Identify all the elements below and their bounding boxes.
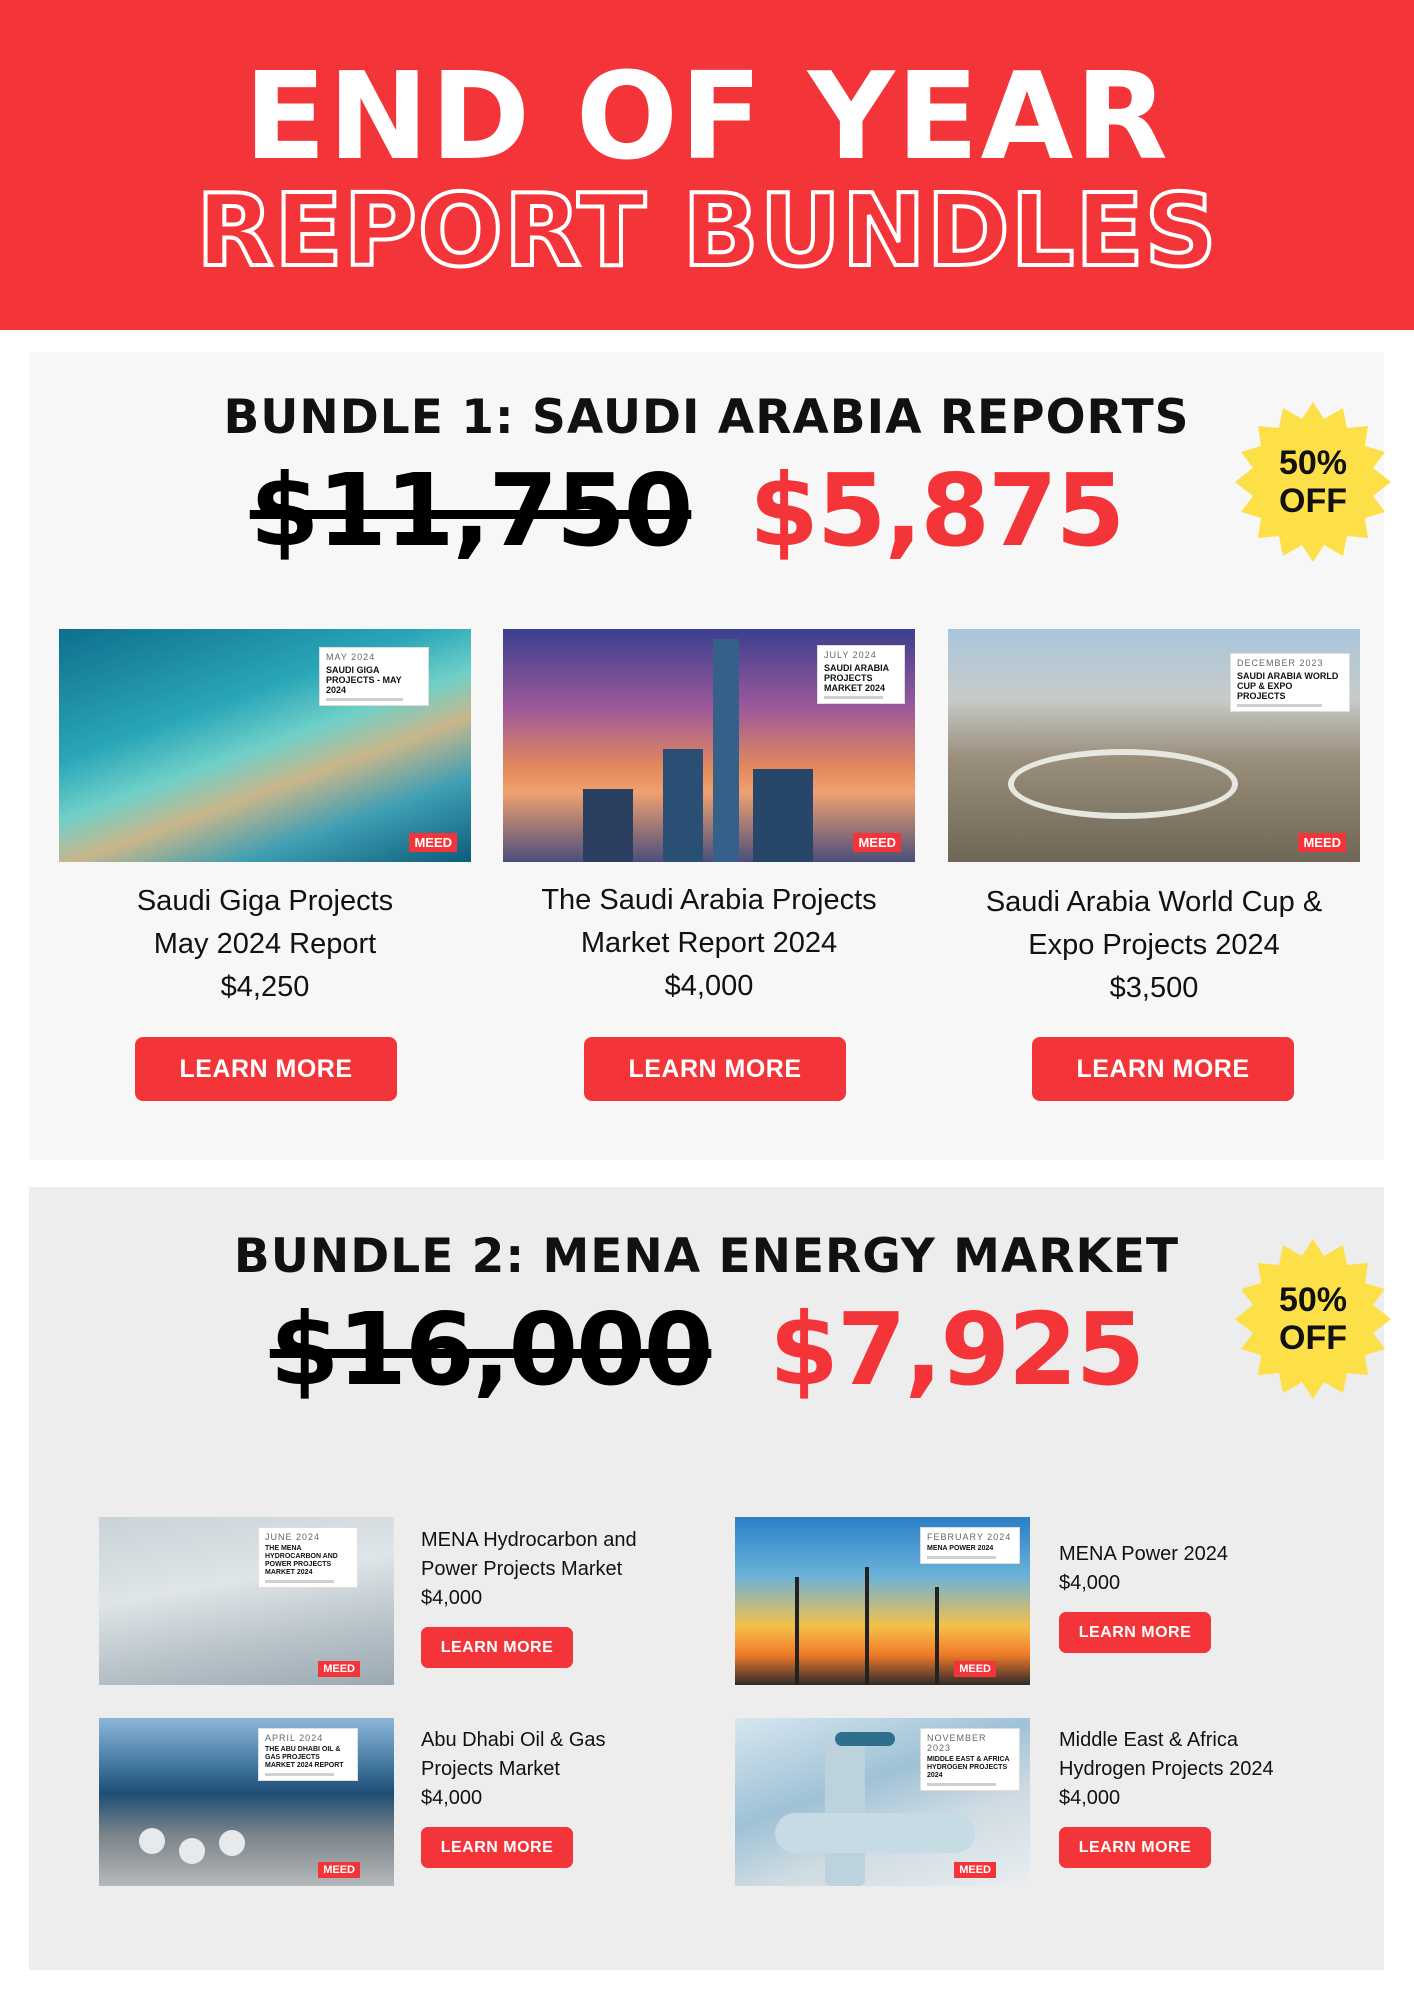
learn-more-button-abu-dhabi-oil-gas[interactable]: LEARN MORE (421, 1827, 573, 1868)
learn-more-button-mena-hydrocarbon[interactable]: LEARN MORE (421, 1627, 573, 1668)
meed-logo: MEED (853, 833, 901, 852)
badge-off: OFF (1279, 1319, 1347, 1357)
product-cover-abu-dhabi-oil-gas[interactable]: APRIL 2024 THE ABU DHABI OIL & GAS PROJECTS MARKET 2024 REPORT MEED (99, 1718, 394, 1886)
product-info-saudi-projects-market (503, 879, 915, 1008)
product-name-line2: Hydrogen Projects 2024 (1059, 1758, 1274, 1780)
meed-logo: MEED (1298, 833, 1346, 852)
product-name-line2: Projects Market (421, 1758, 560, 1780)
bundle-1-discount-badge (1231, 400, 1395, 564)
learn-more-button-saudi-giga[interactable]: LEARN MORE (135, 1037, 397, 1101)
product-info-abu-dhabi-oil-gas (421, 1726, 691, 1813)
product-price: $3,500 (1109, 972, 1199, 1004)
product-info-hydrogen (1059, 1726, 1359, 1813)
learn-more-button-world-cup-expo[interactable]: LEARN MORE (1032, 1037, 1294, 1101)
product-name-line1: MENA Power 2024 (1059, 1543, 1228, 1565)
product-price: $4,250 (220, 971, 310, 1003)
bundle-2-panel (29, 1187, 1384, 1970)
product-name-line2: Expo Projects 2024 (1028, 929, 1280, 961)
bundle-2-discount-badge (1231, 1237, 1395, 1401)
bundle-2-title: BUNDLE 2: MENA ENERGY MARKET (233, 1229, 1180, 1284)
meed-logo: MEED (318, 1862, 360, 1878)
product-name-line1: The Saudi Arabia Projects (541, 884, 877, 916)
bundle-1-sale-price: $5,875 (749, 452, 1124, 569)
product-price: $4,000 (421, 1787, 483, 1809)
product-info-world-cup-expo (948, 881, 1360, 1010)
product-price: $4,000 (421, 1587, 483, 1609)
headline-report-bundles: REPORT BUNDLES (196, 172, 1218, 289)
badge-off: OFF (1279, 482, 1347, 520)
product-info-mena-power (1059, 1540, 1329, 1598)
bundle-1-panel (29, 352, 1384, 1160)
product-price: $4,000 (664, 970, 754, 1002)
product-cover-mena-power[interactable]: FEBRUARY 2024 MENA POWER 2024 MEED (735, 1517, 1030, 1685)
bundle-2-original-price: $16,000 (269, 1291, 712, 1408)
bundle-1-title: BUNDLE 1: SAUDI ARABIA REPORTS (223, 390, 1190, 445)
product-info-saudi-giga (59, 880, 471, 1009)
product-cover-hydrogen[interactable]: NOVEMBER 2023 MIDDLE EAST & AFRICA HYDROGEN PROJECTS 2024 MEED (735, 1718, 1030, 1886)
meed-logo: MEED (954, 1661, 996, 1677)
bundle-1-original-price: $11,750 (249, 452, 692, 569)
meed-logo: MEED (954, 1862, 996, 1878)
bundle-1-price-row (29, 452, 1384, 569)
learn-more-button-hydrogen[interactable]: LEARN MORE (1059, 1827, 1211, 1868)
product-info-mena-hydrocarbon (421, 1526, 691, 1613)
product-name-line2: Power Projects Market (421, 1558, 623, 1580)
header-banner (0, 0, 1414, 330)
product-name-line1: Abu Dhabi Oil & Gas (421, 1729, 606, 1751)
product-price: $4,000 (1059, 1787, 1121, 1809)
product-name-line1: Saudi Giga Projects (136, 885, 394, 917)
product-cover-mena-hydrocarbon[interactable]: JUNE 2024 THE MENA HYDROCARBON AND POWER PROJECTS MARKET 2024 MEED (99, 1517, 394, 1685)
product-price: $4,000 (1059, 1572, 1121, 1594)
learn-more-button-mena-power[interactable]: LEARN MORE (1059, 1612, 1211, 1653)
product-name-line2: Market Report 2024 (580, 927, 838, 959)
product-cover-world-cup-expo[interactable]: DECEMBER 2023 SAUDI ARABIA WORLD CUP & EXPO PROJECTS MEED (948, 629, 1360, 862)
product-name-line2: May 2024 Report (153, 928, 377, 960)
product-name-line1: Saudi Arabia World Cup & (985, 886, 1323, 918)
headline-end-of-year: END OF YEAR (244, 48, 1170, 187)
product-cover-saudi-projects-market[interactable]: JULY 2024 SAUDI ARABIA PROJECTS MARKET 2024 MEED (503, 629, 915, 862)
meed-logo: MEED (409, 833, 457, 852)
bundle-2-price-row (29, 1291, 1384, 1408)
bundle-2-sale-price: $7,925 (769, 1291, 1144, 1408)
badge-percent: 50% (1278, 444, 1348, 482)
product-cover-saudi-giga[interactable]: MAY 2024 SAUDI GIGA PROJECTS - MAY 2024 MEED (59, 629, 471, 862)
meed-logo: MEED (318, 1661, 360, 1677)
learn-more-button-saudi-projects-market[interactable]: LEARN MORE (584, 1037, 846, 1101)
badge-percent: 50% (1278, 1281, 1348, 1319)
product-name-line1: Middle East & Africa (1059, 1729, 1238, 1751)
product-name-line1: MENA Hydrocarbon and (421, 1529, 637, 1551)
